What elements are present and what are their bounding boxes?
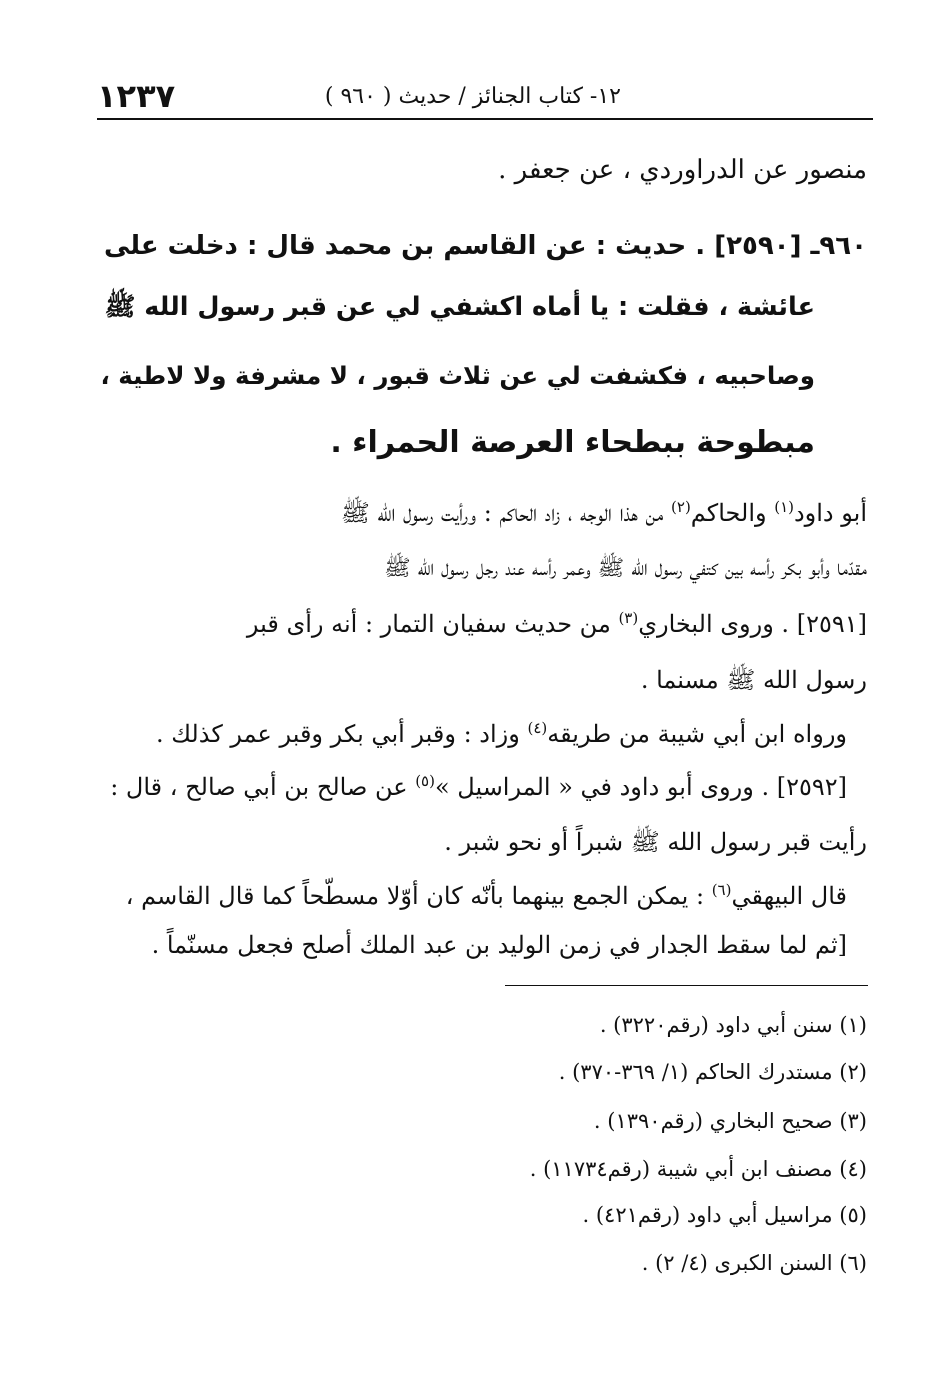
- text-segment: [٢٥٩٢] . وروى أبو داود في « المراسيل »: [434, 773, 847, 801]
- footnote-item: (٤) مصنف ابن أبي شيبة (رقم١١٧٣٤) .: [529, 1157, 867, 1181]
- hadith-line: عائشة ، فقلت : يا أماه اكشفي لي عن قبر رسول الله ﷺ: [104, 292, 815, 322]
- header-rule: [97, 118, 873, 120]
- text-segment: من هذا الوجه ، زاد الحاكم : ورأيت رسول الله ﷺ: [340, 499, 672, 527]
- commentary-line: رسول الله ﷺ مسنما .: [640, 666, 867, 694]
- footnote-item: (٥) مراسيل أبي داود (رقم٤٢١) .: [582, 1203, 867, 1227]
- text-segment: : يمكن الجمع بينهما بأنّه كان أوّلا مسطّحاً كما قال القاسم ،: [125, 882, 712, 910]
- page-number: ١٢٣٧: [97, 77, 176, 115]
- text-segment: ورواه ابن أبي شيبة من طريقه: [547, 720, 847, 748]
- footnote-marker[interactable]: (٢): [671, 498, 691, 516]
- text-segment: والحاكم: [690, 499, 775, 527]
- footnote-marker[interactable]: (٤): [527, 719, 548, 737]
- page-header: [97, 74, 873, 118]
- footnote-marker[interactable]: (٦): [711, 881, 732, 899]
- hadith-line: مبطوحة ببطحاء العرصة الحمراء .: [330, 425, 815, 460]
- footnote-marker[interactable]: (٥): [415, 772, 435, 790]
- commentary-line: [126, 882, 847, 910]
- commentary-line: [247, 610, 867, 638]
- text-segment: قال البيهقي: [731, 882, 847, 910]
- text-segment: من حديث سفيان التمار : أنه رأى قبر: [246, 610, 619, 638]
- commentary-line: رأيت قبر رسول الله ﷺ شبراً أو نحو شبر .: [444, 828, 867, 856]
- intro-line: منصور عن الدراوردي ، عن جعفر .: [498, 155, 867, 185]
- commentary-line: [341, 498, 867, 533]
- footnote-item: (١) سنن أبي داود (رقم٣٢٢٠) .: [599, 1013, 867, 1037]
- commentary-line: [156, 720, 847, 748]
- hadith-line: ٩٦٠ـ [٢٥٩٠] . حديث : عن القاسم بن محمد قال : دخلت على: [103, 231, 867, 261]
- text-segment: وزاد : وقبر أبي بكر وقبر عمر كذلك .: [155, 720, 528, 748]
- footnote-item: (٢) مستدرك الحاكم (١/ ٣٦٩-٣٧٠) .: [558, 1060, 867, 1084]
- commentary-line: مقدّما وأبو بكر رأسه بين كتفي رسول الله ﷺ وعمر رأسه عند رجل رسول الله ﷺ: [384, 556, 867, 581]
- footnote-item: (٦) السنن الكبرى (٤/ ٢) .: [641, 1251, 867, 1275]
- footnote-rule: [505, 985, 868, 986]
- footnote-marker[interactable]: (١): [774, 498, 794, 516]
- footnote-item: (٣) صحيح البخاري (رقم١٣٩٠) .: [593, 1109, 867, 1133]
- text-segment: أبو داود: [793, 499, 867, 527]
- text-segment: [٢٥٩١] . وروى البخاري: [638, 610, 867, 638]
- commentary-line: [ثم لما سقط الجدار في زمن الوليد بن عبد الملك أصلح فجعل مسنّماً .: [151, 931, 847, 959]
- commentary-line: [110, 773, 847, 801]
- footnote-marker[interactable]: (٣): [618, 609, 639, 627]
- hadith-line: وصاحبيه ، فكشفت لي عن ثلاث قبور ، لا مشرفة ولا لاطية ،: [100, 361, 815, 390]
- text-segment: عن صالح بن أبي صالح ، قال :: [110, 773, 416, 801]
- running-title: ١٢- كتاب الجنائز / حديث ( ٩٦٠ ): [324, 84, 621, 109]
